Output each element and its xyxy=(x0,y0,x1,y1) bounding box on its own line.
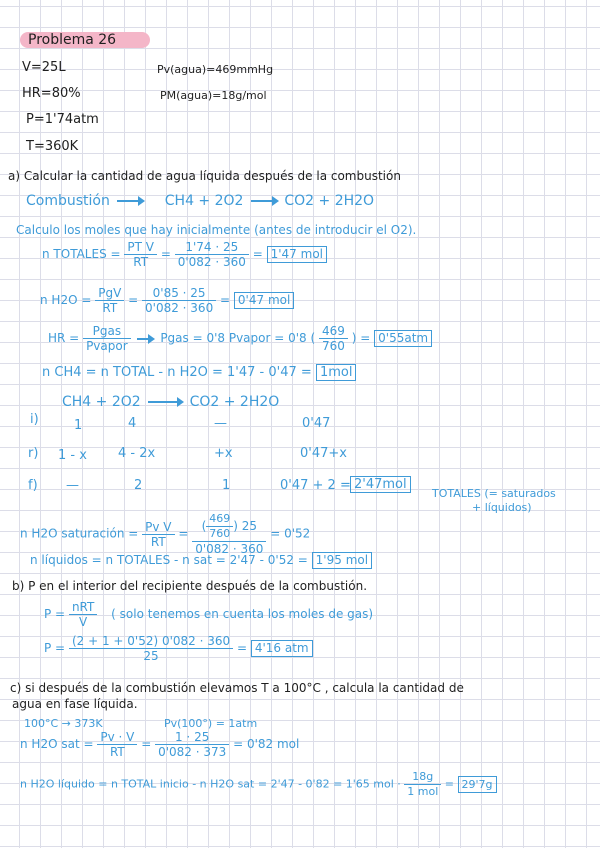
ntotal-fraction-2 xyxy=(175,240,249,269)
fraction-numerator: 469 xyxy=(319,324,348,339)
fraction-denominator: RT xyxy=(133,255,149,269)
nsat-c-fraction-2 xyxy=(155,730,229,759)
nliq-c-expression: n H2O líquido = n TOTAL inicio - n H2O sat = 2'47 - 0'82 = 1'65 mol · xyxy=(20,777,401,791)
fraction-numerator: Pgas xyxy=(83,324,131,339)
nh2o-fraction-1 xyxy=(95,286,124,315)
fraction-numerator: 0'85 · 25 xyxy=(142,286,216,301)
nsat-c-fraction-1 xyxy=(97,730,137,759)
nh2o-lhs: n H2O = xyxy=(40,293,92,307)
nh2o-fraction-2 xyxy=(142,286,216,315)
table-reaction xyxy=(62,394,279,410)
nliq-c-result: 29'7g xyxy=(458,776,497,793)
cell-co2-i: — xyxy=(214,416,227,431)
given-temperature: T=360K xyxy=(26,139,79,154)
fraction-numerator: 1 · 25 xyxy=(155,730,229,745)
vapor-pressure-100: Pv(100°) = 1atm xyxy=(164,717,258,730)
hr-fraction-2 xyxy=(319,324,348,353)
fraction-denominator: 0'082 · 360 xyxy=(177,255,246,269)
nsat-lhs: n H2O saturación = xyxy=(20,526,139,541)
inner-numerator: 469 xyxy=(206,512,233,527)
fraction-denominator: 0'082 · 360 xyxy=(145,301,214,315)
inner-denominator: 760 xyxy=(209,527,231,540)
nsat-c-result: = 0'82 mol xyxy=(233,737,300,751)
row-label-r: r) xyxy=(28,446,39,461)
hr-equation: HR = $\frac{\text{Pgas}}{\text{Pvapor}}$ Pgas = 0'8 Pvapor = 0'8 ( $\frac{469}{760}$ ) = 0'55atm xyxy=(48,324,432,353)
p-note: ( solo tenemos en cuenta los moles de gas) xyxy=(111,607,374,621)
nh2o-equation: n H2O = $\frac{\text{PgV}}{RT}$ = $\frac{0'85 \cdot 25}{0'082 \cdot 360}$ = 0'47 mol xyxy=(40,286,294,315)
nliq-equation xyxy=(30,552,372,569)
pressure-calculation: P = $\frac{(2 + 1 + 0'52) 0'082 \cdot 360}{25}$ = 4'16 atm xyxy=(44,634,313,663)
given-vapor-pressure: Pv(agua)=469mmHg xyxy=(157,63,274,76)
arrow-icon xyxy=(137,338,153,340)
moles-intro: Calculo los moles que hay inicialmente (antes de introducir el O2). xyxy=(16,223,417,237)
fraction-numerator: ( $\frac{469}{760}$ ) 25 xyxy=(192,512,266,542)
fraction-numerator: Pv · V xyxy=(97,730,137,745)
ntotal-lhs: n TOTALES = xyxy=(42,247,121,261)
nsat-volume: 25 xyxy=(241,519,258,533)
row-label-f: f) xyxy=(28,478,38,493)
part-b-question: b) P en el interior del recipiente después de la combustión. xyxy=(12,579,368,593)
hr-lhs: HR = xyxy=(48,331,80,345)
table-reaction-rhs: CO2 + 2H2O xyxy=(189,394,280,410)
table-total-wrap xyxy=(350,476,411,493)
nliq-expression: n líquidos = n TOTALES - n sat = 2'47 - 0'52 = xyxy=(30,553,308,567)
hr-rest: Pgas = 0'8 Pvapor = 0'8 xyxy=(160,331,307,345)
table-total: 2'47mol xyxy=(350,476,411,493)
nliq-result: 1'95 mol xyxy=(312,552,372,569)
part-c-question-line-1: c) si después de la combustión elevamos T a 100°C , calcula la cantidad de xyxy=(10,681,464,695)
cell-co2-r: +x xyxy=(214,446,233,461)
fraction-numerator: PT V xyxy=(124,240,157,255)
cell-o2-r: 4 - 2x xyxy=(118,446,156,461)
nliq-c-fraction xyxy=(404,770,441,799)
totales-note-1: TOTALES (= saturados xyxy=(432,487,556,500)
cell-h2o-i: 0'47 xyxy=(302,416,331,431)
fraction-denominator: RT xyxy=(109,745,125,759)
reaction-lhs: CH4 + 2O2 xyxy=(164,193,244,209)
row-label-i: i) xyxy=(30,412,39,427)
given-pressure: P=1'74atm xyxy=(26,112,99,127)
cell-co2-f: 1 xyxy=(222,478,231,493)
nsat-fraction-2 xyxy=(192,512,266,556)
given-molar-mass: PM(agua)=18g/mol xyxy=(160,89,267,102)
pressure-formula xyxy=(44,600,373,629)
inner-fraction xyxy=(206,512,233,541)
hr-fraction xyxy=(83,324,131,353)
arrow-icon xyxy=(117,200,143,202)
nh2o-result: 0'47 mol xyxy=(234,292,294,309)
arrow-icon xyxy=(148,401,182,403)
p2-result: 4'16 atm xyxy=(251,640,313,657)
ntotal-equation: n TOTALES = $\frac{\text{PT V}}{RT}$ = $\frac{1'74 \cdot 25}{0'082 \cdot 360}$ = 1'47 mol xyxy=(42,240,327,269)
fraction-numerator: nRT xyxy=(69,600,97,615)
ntotal-fraction-1 xyxy=(124,240,157,269)
cell-o2-f: 2 xyxy=(134,478,143,493)
fraction-denominator: 0'082 · 360 xyxy=(195,542,264,556)
fraction-denominator: RT xyxy=(150,534,166,549)
fraction-denominator: V xyxy=(79,615,88,629)
part-a-question: a) Calcular la cantidad de agua líquida después de la combustión xyxy=(8,169,401,183)
nch4-expression: n CH4 = n TOTAL - n H2O = 1'47 - 0'47 = xyxy=(42,365,312,380)
cell-h2o-r: 0'47+x xyxy=(300,446,347,461)
nch4-equation xyxy=(42,364,356,381)
fraction-numerator: 18g xyxy=(404,770,441,785)
fraction-numerator: (2 + 1 + 0'52) 0'082 · 360 xyxy=(69,634,233,649)
reaction-rhs: CO2 + 2H2O xyxy=(284,193,375,209)
fraction-denominator: RT xyxy=(102,301,118,315)
reaction-label: Combustión xyxy=(26,193,110,209)
arrow-icon xyxy=(251,200,277,202)
fraction-denominator: Pvapor xyxy=(86,339,128,353)
cell-ch4-r: 1 - x xyxy=(58,448,87,463)
nsat-equation: n H2O saturación = $\frac{\text{Pv V}}{RT}$ = ( $\frac{469}{760}$ ) 25 0'082 · 360 = 0'52 xyxy=(20,512,311,556)
part-c-question-line-2: agua en fase líquida. xyxy=(12,697,138,711)
given-volume: V=25L xyxy=(22,60,66,75)
page-title: Problema 26 xyxy=(28,32,117,48)
given-humidity: HR=80% xyxy=(22,86,81,101)
p2-fraction xyxy=(69,634,233,663)
nch4-result: 1mol xyxy=(316,364,357,381)
hr-result: 0'55atm xyxy=(374,330,432,347)
nliq-c-equation: n H2O líquido = n TOTAL inicio - n H2O sat = 2'47 - 0'82 = 1'65 mol · $\frac{18g}{\text{1 mol}}$ = 29'7g xyxy=(20,770,497,799)
nsat-c-equation: n H2O sat = $\frac{Pv \cdot V}{RT}$ = $\frac{1 \cdot 25}{0'082 \cdot 373}$ = 0'82 mol xyxy=(20,730,300,759)
p2-lhs: P = xyxy=(44,641,66,655)
p-lhs: P = xyxy=(44,607,66,621)
fraction-numerator: PgV xyxy=(95,286,124,301)
ntotal-result: 1'47 mol xyxy=(267,246,327,263)
cell-ch4-i: 1 xyxy=(74,418,83,433)
cell-h2o-f: 0'47 + 2 = xyxy=(280,478,351,493)
fraction-numerator: 1'74 · 25 xyxy=(175,240,249,255)
fraction-denominator: 1 mol xyxy=(407,785,439,798)
temp-conversion: 100°C → 373K xyxy=(24,717,103,730)
nsat-c-lhs: n H2O sat = xyxy=(20,737,94,751)
nsat-result: = 0'52 xyxy=(270,526,311,541)
nsat-fraction-1 xyxy=(142,520,174,549)
cell-ch4-f: — xyxy=(66,478,79,493)
table-reaction-lhs: CH4 + 2O2 xyxy=(62,394,141,410)
reaction-line xyxy=(26,193,374,209)
cell-o2-i: 4 xyxy=(128,416,137,431)
totales-note-2: + líquidos) xyxy=(472,501,532,514)
p-fraction xyxy=(69,600,97,629)
fraction-denominator: 0'082 · 373 xyxy=(158,745,227,759)
fraction-denominator: 25 xyxy=(143,649,159,663)
fraction-denominator: 760 xyxy=(322,339,345,353)
fraction-numerator: Pv V xyxy=(142,520,174,535)
